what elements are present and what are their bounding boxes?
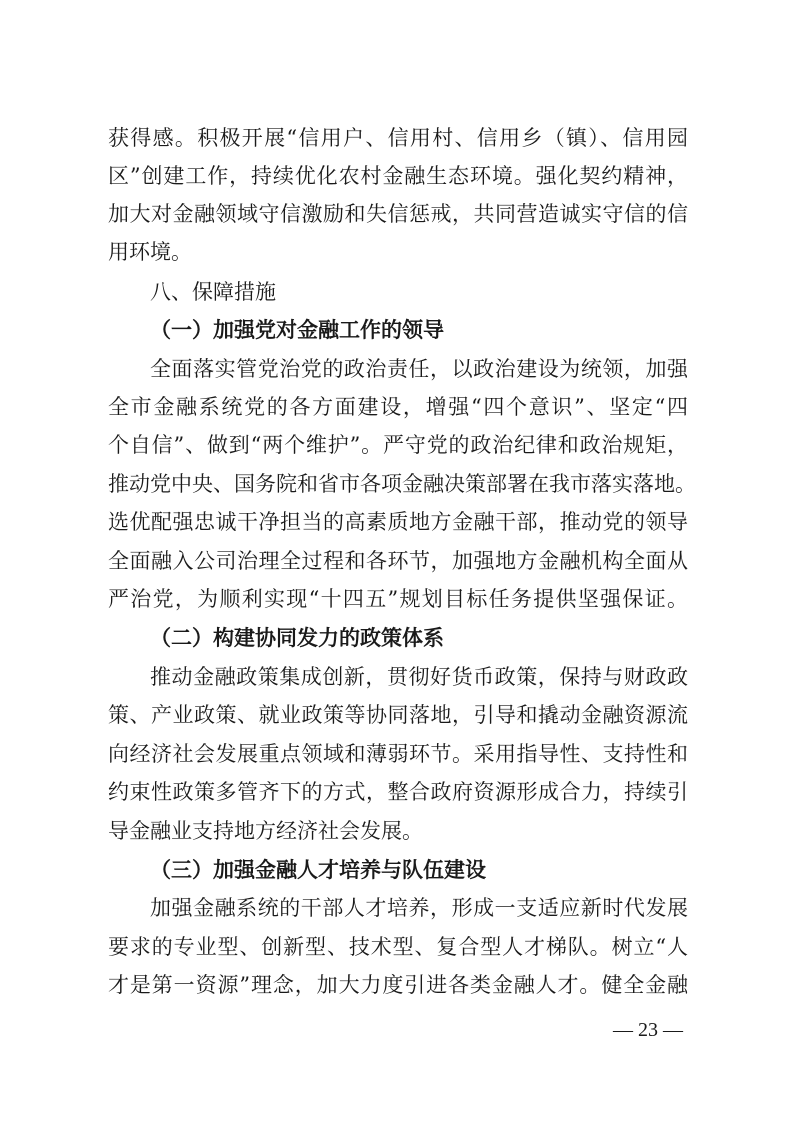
body-text-line: 全面落实管党治党的政治责任，以政治建设为统领，加强 xyxy=(150,357,688,381)
section-heading: 八、保障措施 xyxy=(150,280,276,304)
subsection-heading: （一）加强党对金融工作的领导 xyxy=(150,318,444,342)
body-text-line: 加大对金融领域守信激励和失信惩戒，共同营造诚实守信的信 xyxy=(108,202,688,226)
subsection-heading: （二）构建协同发力的政策体系 xyxy=(150,626,444,650)
body-text-line: 推动金融政策集成创新，贯彻好货币政策，保持与财政政 xyxy=(150,665,688,689)
body-text-line: 才是第一资源”理念，加大力度引进各类金融人才。健全金融 xyxy=(108,973,688,997)
body-text-line: 全市金融系统党的各方面建设，增强“四个意识”、坚定“四 xyxy=(108,395,688,419)
subsection-heading: （三）加强金融人才培养与队伍建设 xyxy=(150,858,486,882)
body-text-line: 约束性政策多管齐下的方式，整合政府资源形成合力，持续引 xyxy=(108,780,688,804)
body-text-line: 要求的专业型、创新型、技术型、复合型人才梯队。树立“人 xyxy=(108,935,688,959)
body-text-line: 区”创建工作，持续优化农村金融生态环境。强化契约精神， xyxy=(108,164,688,188)
page-number: — 23 — xyxy=(613,1019,683,1041)
body-text-line: 导金融业支持地方经济社会发展。 xyxy=(108,819,423,843)
body-text-line: 全面融入公司治理全过程和各环节，加强地方金融机构全面从 xyxy=(108,549,688,573)
body-text-line: 选优配强忠诚干净担当的高素质地方金融干部，推动党的领导 xyxy=(108,510,688,534)
body-text-line: 策、产业政策、就业政策等协同落地，引导和撬动金融资源流 xyxy=(108,703,688,727)
body-text-line: 获得感。积极开展“信用户、信用村、信用乡（镇）、信用园 xyxy=(108,126,688,150)
body-text-line: 用环境。 xyxy=(108,240,192,264)
body-text-line: 向经济社会发展重点领域和薄弱环节。采用指导性、支持性和 xyxy=(108,742,688,766)
body-text-line: 加强金融系统的干部人才培养，形成一支适应新时代发展 xyxy=(150,896,688,920)
body-text-line: 严治党，为顺利实现“十四五”规划目标任务提供坚强保证。 xyxy=(108,587,688,611)
body-text-line: 个自信”、做到“两个维护”。严守党的政治纪律和政治规矩， xyxy=(108,433,688,457)
body-text-line: 推动党中央、国务院和省市各项金融决策部署在我市落实落地。 xyxy=(108,472,696,496)
